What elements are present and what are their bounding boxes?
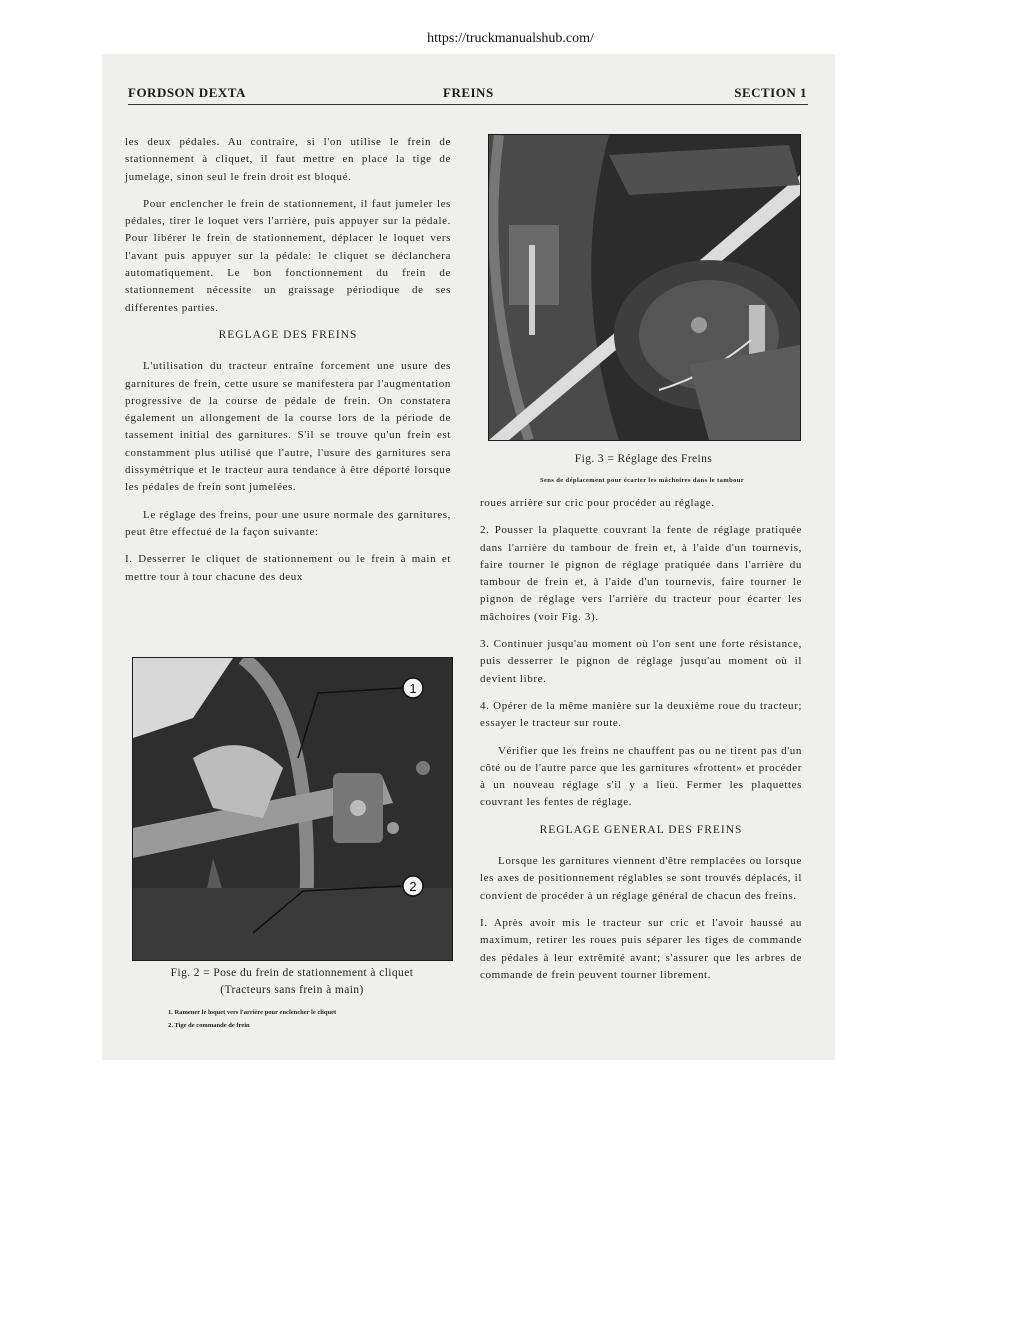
paragraph: I. Desserrer le cliquet de stationnement ou le frein à main et mettre tour à tour chacune des deux: [125, 553, 451, 583]
brake-adjustment-photo-icon: [489, 135, 800, 440]
fig2-note: 2. Tige de commande de frein: [168, 1022, 250, 1029]
fig2-note: 1. Ramener le loquet vers l'arrière pour enclencher le cliquet: [168, 1009, 337, 1016]
left-column-top: [125, 134, 451, 596]
header-section: SECTION 1: [734, 85, 807, 100]
paragraph: I. Après avoir mis le tracteur sur cric et l'avoir haussé au maximum, retirer les roues puis séparer les tiges de commande des pédales à leur extrêmité avant; s'assurer que les arbres de commande de frein peuvent tourner librement.: [480, 916, 802, 981]
paragraph: roues arrière sur cric pour procéder au réglage.: [480, 497, 715, 509]
paragraph: Le réglage des freins, pour une usure normale des garnitures, peut être effectué de la façon suivante:: [125, 508, 451, 538]
callout-1-label: 1: [409, 681, 417, 696]
header-manual-title: FORDSON DEXTA: [128, 85, 246, 100]
right-column: [480, 495, 802, 994]
paragraph: Vérifier que les freins ne chauffent pas ou ne tirent pas d'un côté ou de l'autre parce que les garnitures «frottent» et procéder à un nouveau réglage s'il y a lieu. Fermer les plaquettes couvrant les fentes de réglage.: [480, 744, 802, 809]
fig3-photo: [488, 134, 801, 441]
section-heading: REGLAGE GENERAL DES FREINS: [539, 823, 743, 836]
paragraph: les deux pédales. Au contraire, si l'on utilise le frein de stationnement à cliquet, il faut mettre en place la tige de jumelage, sinon seul le frein droit est bloqué.: [125, 136, 451, 183]
header-rule: [128, 104, 808, 105]
fig2-notes: [168, 1006, 336, 1032]
header-chapter: FREINS: [443, 85, 494, 100]
paragraph: Pour enclencher le frein de stationnement, il faut jumeler les pédales, tirer le loquet vers l'arrière, puis appuyer sur la pédale. Pour libérer le frein de stationnement, déplacer le loquet vers l'avant puis appuyer sur la pédale: le cliquet se déclanchera automatiquement. Le bon fonctionnement du frein de stationnement nécessite un graissage périodique de ses differentes parties.: [125, 197, 451, 314]
paragraph: Lorsque les garnitures viennent d'être remplacées ou lorsque les axes de positionnement réglables se sont trouvés déplacés, il convient de procéder à un réglage général de chacun des freins.: [480, 855, 802, 902]
parking-brake-photo-icon: [133, 658, 452, 960]
callout-2-label: 2: [409, 879, 417, 894]
paragraph: L'utilisation du tracteur entraîne forcement une usure des garnitures de frein, cette usure se manifestera par l'augmentation progressive de la course de pédale de frein. On constatera également un allongement de la course lors de la période de tassement initial des garnitures. S'il se trouve qu'un frein est constamment plus utilisé que l'autre, l'usure des garnitures sera dissymétrique et le tracteur aura tendance à être déporté lorsque les pédales de frein sont jumelées.: [125, 360, 451, 494]
paragraph: 4. Opérer de la même manière sur la deuxième roue du tracteur; essayer le tracteur sur route.: [480, 699, 802, 730]
fig2-caption-line1: Fig. 2 = Pose du frein de stationnement à cliquet: [170, 967, 414, 979]
fig2-photo: [132, 657, 453, 961]
fig2-caption: [122, 965, 462, 999]
fig3-subcaption: Sens de déplacement pour écarter les mâchoires dans le tambour: [539, 477, 745, 484]
manual-page: [102, 54, 835, 1060]
fig3-caption: Fig. 3 = Réglage des Freins: [574, 453, 713, 465]
paragraph: 2. Pousser la plaquette couvrant la fente de réglage pratiquée dans l'arrière du tambour de frein et, à l'aide d'un tournevis, faire tourner le pignon de réglage pratiquée dans l'arrière du tambour de frein et, à l'aide d'un tournevis, faire tourner le pignon de réglage vers l'arrière du tracteur pour écarter les mâchoires (voir Fig. 3).: [480, 524, 802, 623]
paragraph: 3. Continuer jusqu'au moment où l'on sent une forte résistance, puis desserrer le pignon de réglage jusqu'au moment où il devient libre.: [480, 638, 802, 685]
fig2-caption-line2: (Tracteurs sans frein à main): [220, 984, 364, 996]
section-heading: REGLAGE DES FREINS: [218, 328, 358, 341]
source-url[interactable]: https://truckmanualshub.com/: [427, 31, 594, 46]
